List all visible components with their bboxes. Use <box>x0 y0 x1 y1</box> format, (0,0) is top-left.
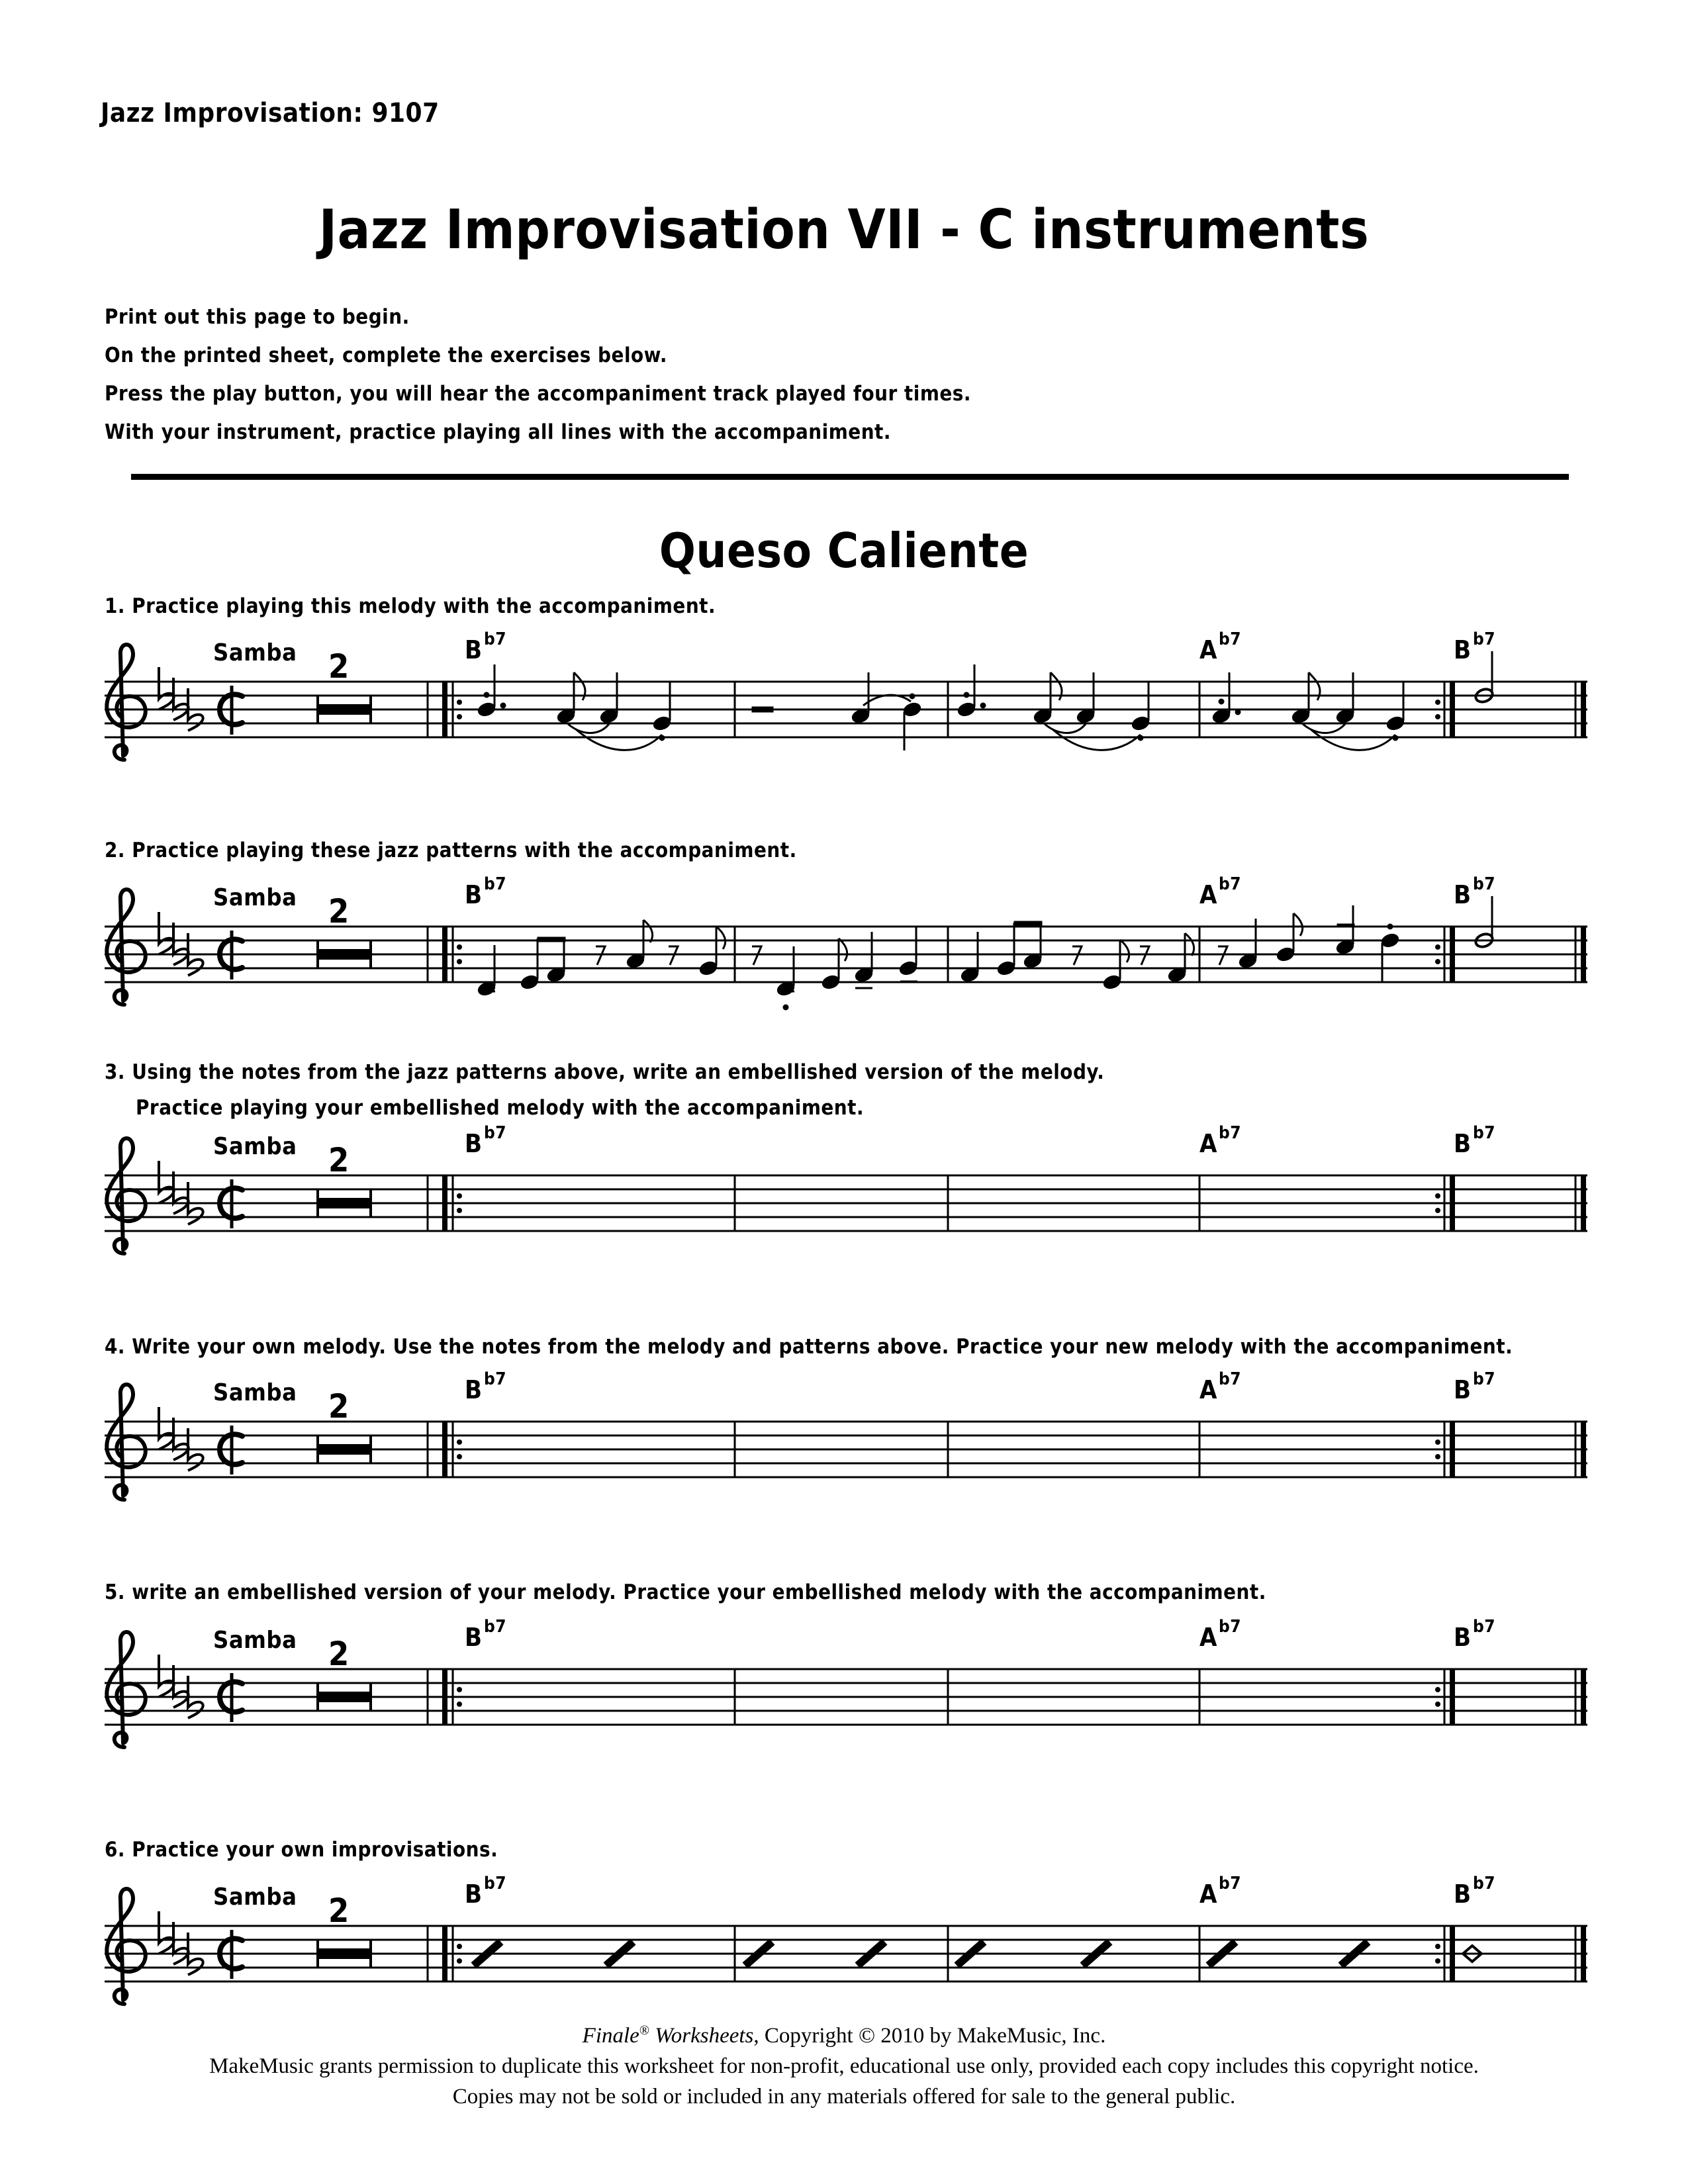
chord-ext: b7 <box>1219 1874 1242 1893</box>
exercise-3-label-line2: Practice playing your embellished melody with the accompaniment. <box>136 1096 865 1120</box>
chord-ext: b7 <box>1473 1617 1496 1637</box>
chord-ext: b7 <box>1219 874 1242 894</box>
chord-root: B <box>1454 880 1472 909</box>
chord-ext: b7 <box>484 1874 507 1893</box>
chord-ext: b7 <box>484 874 507 894</box>
chord-root: A <box>1199 1129 1217 1158</box>
staff-2 <box>105 889 1587 1010</box>
registered-mark: ® <box>639 2023 650 2038</box>
chord-root: B <box>1454 635 1472 664</box>
chord-root: A <box>1199 1880 1217 1909</box>
instruction-line: With your instrument, practice playing all lines with the accompaniment. <box>105 420 891 444</box>
multirest-number: 2 <box>328 892 350 931</box>
chord-root: B <box>1454 1375 1472 1404</box>
chord-root: B <box>465 635 483 664</box>
copyright-footer <box>0 2015 1688 2112</box>
chord-ext: b7 <box>484 1617 507 1637</box>
chord-ext: b7 <box>1219 1617 1242 1637</box>
chord-root: B <box>465 880 483 909</box>
style-marking: Samba <box>213 884 297 911</box>
exercise-1-label: 1. Practice playing this melody with the accompaniment. <box>105 594 716 618</box>
staff-6 <box>105 1889 1587 2004</box>
style-marking: Samba <box>213 639 297 666</box>
chord-ext: b7 <box>1473 874 1496 894</box>
chord-root: B <box>1454 1129 1472 1158</box>
chord-ext: b7 <box>1473 1123 1496 1143</box>
song-title: Queso Caliente <box>659 523 1029 578</box>
staff-5 <box>105 1632 1587 1747</box>
copyright-text: , Copyright © 2010 by MakeMusic, Inc. <box>753 2024 1106 2048</box>
style-marking: Samba <box>213 1133 297 1160</box>
product-name-2: Worksheets <box>649 2024 754 2048</box>
instruction-line: Press the play button, you will hear the accompaniment track played four times. <box>105 382 972 406</box>
staff-1 <box>105 645 1587 760</box>
footer-line-2: MakeMusic grants permission to duplicate this worksheet for non-profit, educational use only, provided each copy includes this copyright notice. <box>209 2054 1479 2078</box>
chord-ext: b7 <box>484 629 507 649</box>
staff-3 <box>105 1138 1587 1253</box>
chord-root: A <box>1199 1623 1217 1652</box>
chord-ext: b7 <box>1219 629 1242 649</box>
style-marking: Samba <box>213 1884 297 1911</box>
exercise-2-label: 2. Practice playing these jazz patterns with the accompaniment. <box>105 839 797 862</box>
chord-root: B <box>465 1623 483 1652</box>
chord-root: B <box>1454 1623 1472 1652</box>
multirest-number: 2 <box>328 1387 350 1426</box>
chord-ext: b7 <box>1473 629 1496 649</box>
staff-4 <box>105 1385 1587 1500</box>
instruction-line: Print out this page to begin. <box>105 305 410 329</box>
chord-ext: b7 <box>1219 1123 1242 1143</box>
footer-line-3: Copies may not be sold or included in any materials offered for sale to the general public. <box>452 2085 1236 2109</box>
chord-root: B <box>465 1375 483 1404</box>
page-title: Jazz Improvisation VII - C instruments <box>318 199 1370 261</box>
style-marking: Samba <box>213 1627 297 1654</box>
chord-ext: b7 <box>1219 1369 1242 1389</box>
multirest-number: 2 <box>328 1891 350 1930</box>
chord-ext: b7 <box>484 1369 507 1389</box>
chord-root: A <box>1199 880 1217 909</box>
footer-line-1 <box>0 2015 1688 2051</box>
multirest-number: 2 <box>328 647 350 686</box>
exercise-3-label: 3. Using the notes from the jazz patterns above, write an embellished version of the melody. <box>105 1060 1105 1084</box>
chord-ext: b7 <box>1473 1369 1496 1389</box>
exercise-4-label: 4. Write your own melody. Use the notes from the melody and patterns above. Practice your new melody with the accompaniment. <box>105 1335 1513 1359</box>
style-marking: Samba <box>213 1379 297 1406</box>
chord-ext: b7 <box>484 1123 507 1143</box>
chord-root: B <box>465 1880 483 1909</box>
chord-root: A <box>1199 635 1217 664</box>
exercise-6-label: 6. Practice your own improvisations. <box>105 1838 498 1862</box>
product-name: Finale <box>582 2024 639 2048</box>
exercise-5-label: 5. write an embellished version of your melody. Practice your embellished melody with the accompaniment. <box>105 1580 1266 1604</box>
multirest-number: 2 <box>328 1141 350 1179</box>
instruction-line: On the printed sheet, complete the exercises below. <box>105 343 668 367</box>
header-label: Jazz Improvisation: 9107 <box>101 98 440 128</box>
chord-root: B <box>465 1129 483 1158</box>
chord-root: B <box>1454 1880 1472 1909</box>
chord-root: A <box>1199 1375 1217 1404</box>
chord-ext: b7 <box>1473 1874 1496 1893</box>
multirest-number: 2 <box>328 1635 350 1673</box>
